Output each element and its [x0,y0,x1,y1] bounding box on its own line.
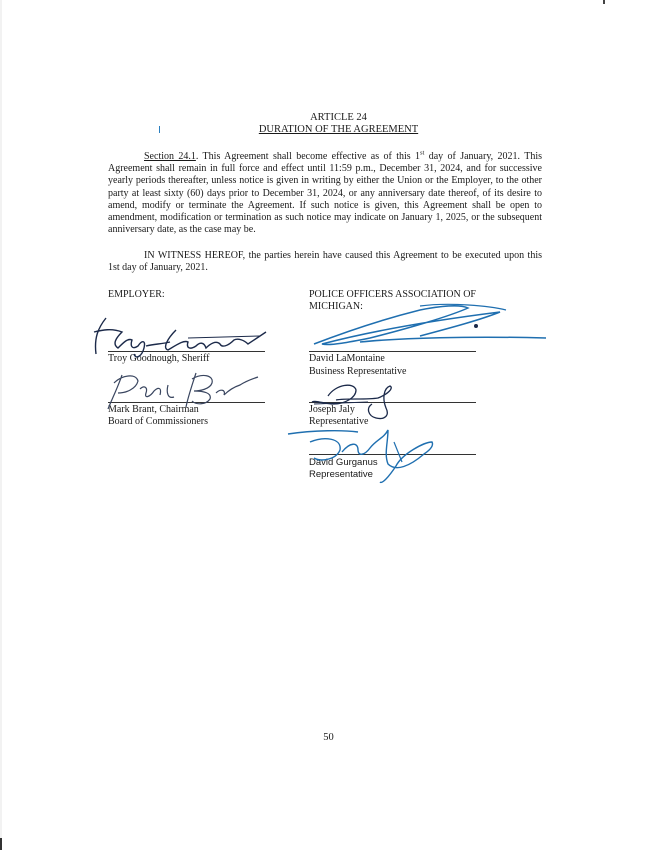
signature-gurganus-drawing [284,420,449,490]
section-paragraph [108,151,542,236]
union-heading-line1: POLICE OFFICERS ASSOCIATION OF [309,289,476,300]
signatory-title-gurganus: Representative [309,469,373,480]
scan-mark-left [0,838,2,850]
page-number: 50 [323,732,334,743]
article-number: ARTICLE 24 [310,112,367,123]
scan-mark-top-right [603,0,605,4]
signatory-name-chairman: Mark Brant, Chairman [108,404,199,415]
signature-jaly-drawing [306,378,406,423]
employer-heading: EMPLOYER: [108,289,165,300]
ordinal-suffix: st [420,149,425,157]
signatory-title-chairman: Board of Commissioners [108,416,208,427]
witness-paragraph [108,250,542,274]
signatory-name-lamontaine: David LaMontaine [309,353,385,364]
section-reference: Section 24.1 [144,151,196,162]
signature-lamontaine-drawing [300,298,550,358]
signatory-title-jaly: Representative [309,416,369,427]
signatory-name-gurganus: David Gurganus [309,457,378,468]
article-title: DURATION OF THE AGREEMENT [258,124,419,135]
signature-goodnough-drawing [88,310,273,365]
signatory-title-lamontaine: Business Representative [309,366,407,377]
section-text-b: day of January, 2021. This Agreement shall remain in full force and effect until 11:59 p.m., December 31, 2024, and for successive yearly periods thereafter, unless notice is given in writing by either the Union or the Employer, to the other party at least sixty (60) days prior to December 31, 2024, or any anniversary date thereof, of its desire to amend, modify or terminate the Agreement. If such notice is given, this Agreement shall be open to amendment, modification or termination as such notice may indicate on January 1, 2025, or the subsequent anniversary date, as the case may be. [108,151,542,236]
witness-text: IN WITNESS HEREOF, the parties herein have caused this Agreement to be executed upon this 1st day of January, 2021. [108,250,542,274]
signatory-name-jaly: Joseph Jaly [309,404,355,415]
section-text-a: . This Agreement shall become effective as of this 1 [195,151,421,162]
union-heading-line2: MICHIGAN: [309,301,363,312]
scan-edge [0,0,2,850]
signatory-name-sheriff: Troy Goodnough, Sheriff [108,353,210,364]
signature-brant-drawing [100,365,265,413]
